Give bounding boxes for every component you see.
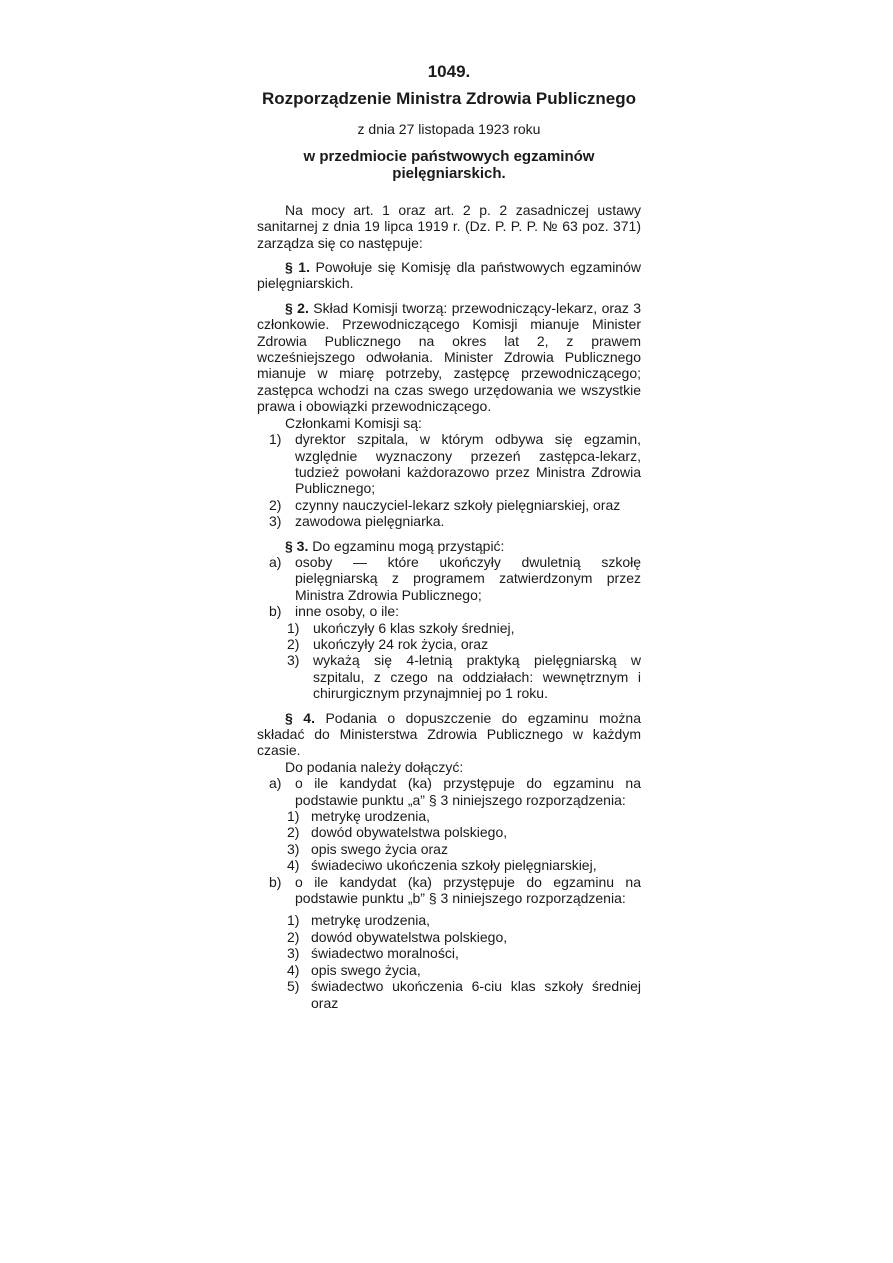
document-date: z dnia 27 listopada 1923 roku [357, 121, 541, 138]
document-title: Rozporządzenie Ministra Zdrowia Publicznego [261, 89, 637, 109]
members-intro: Członkami Komisji są: [285, 414, 422, 431]
list-item: 2) czynny nauczyciel-lekarz szkoły pielęgniarskiej, oraz [269, 496, 621, 513]
list-item: 3) wykażą się 4-letnią praktyką pielęgniarską w szpitalu, z czego na oddziałach: wewnętrznym i chirurgicznym przynajmniej po 1 roku. [287, 652, 641, 702]
section-4 [257, 710, 641, 759]
section-1 [257, 259, 641, 292]
text-column [257, 64, 641, 1011]
section-3-mark: § 3. [285, 537, 309, 554]
list-item: 3) opis swego życia oraz [287, 840, 448, 857]
list-item: a) osoby — które ukończyły dwuletnią szkołę pielęgniarską z programem zatwierdzonym przez Ministra Zdrowia Publicznego; [269, 553, 641, 603]
preamble: Na mocy art. 1 oraz art. 2 p. 2 zasadniczej ustawy sanitarnej z dnia 19 lipca 1919 r. (Dz. P. P. P. № 63 poz. 371) zarządza się co następuje: [257, 201, 641, 251]
list-item: 4) opis swego życia, [287, 961, 421, 978]
section-1-mark: § 1. [285, 259, 310, 276]
list-item: 1) dyrektor szpitala, w którym odbywa się egzamin, względnie wyznaczony przezeń zastępca-lekarz, tudzież powołani każdorazowo przez Ministra Zdrowia Publicznego; [269, 431, 641, 497]
list-item: 1) metrykę urodzenia, [287, 912, 431, 929]
section-3-text: Do egzaminu mogą przystąpić: [312, 537, 505, 554]
list-item: 2) ukończyły 24 rok życia, oraz [287, 635, 489, 652]
section-2 [257, 300, 641, 415]
act-number: 1049. [427, 62, 471, 81]
list-item: 1) ukończyły 6 klas szkoły średniej, [287, 619, 515, 636]
list-item: a) o ile kandydat (ka) przystępuje do egzaminu na podstawie punktu „a” § 3 niniejszego rozporządzenia: [269, 775, 641, 808]
list-item: 3) zawodowa pielęgniarka. [269, 513, 445, 530]
attachments-intro: Do podania należy dołączyć: [285, 758, 464, 775]
document-subject: w przedmiocie państwowych egzaminów pielęgniarskich. [303, 147, 595, 182]
list-item: 2) dowód obywatelstwa polskiego, [287, 824, 508, 841]
section-3 [257, 538, 641, 554]
list-item: 3) świadectwo moralności, [287, 945, 459, 962]
list-item: 5) świadectwo ukończenia 6-ciu klas szkoły średniej oraz [287, 978, 641, 1011]
section-4-mark: § 4. [285, 709, 315, 726]
list-item: 1) metrykę urodzenia, [287, 808, 431, 825]
list-item: 2) dowód obywatelstwa polskiego, [287, 928, 508, 945]
section-4-text: Podania o dopuszczenie do egzaminu można składać do Ministerstwa Zdrowia Publicznego w każdym czasie. [257, 709, 642, 759]
section-1-text: Powołuje się Komisję dla państwowych egzaminów pielęgniarskich. [257, 259, 641, 292]
list-item: b) inne osoby, o ile: [269, 603, 400, 620]
section-2-text: Skład Komisji tworzą: przewodniczący-lekarz, oraz 3 członkowie. Przewodniczącego Komisji mianuje Minister Zdrowia Publicznego na okres lat 2, z prawem wcześniejszego odwołania. Minister Zdrowia Publicznego mianuje w miarę potrzeby, zastępcę przewodniczącego; zastępca wchodzi na czas swego urzędowania we wszystkie prawa i obowiązki przewodniczącego. [257, 299, 642, 415]
section-2-mark: § 2. [285, 299, 309, 316]
list-item: 4) świadeciwo ukończenia szkoły pielęgniarskiej, [287, 857, 597, 874]
list-item: b) o ile kandydat (ka) przystępuje do egzaminu na podstawie punktu „b” § 3 niniejszego rozporządzenia: [269, 873, 641, 907]
